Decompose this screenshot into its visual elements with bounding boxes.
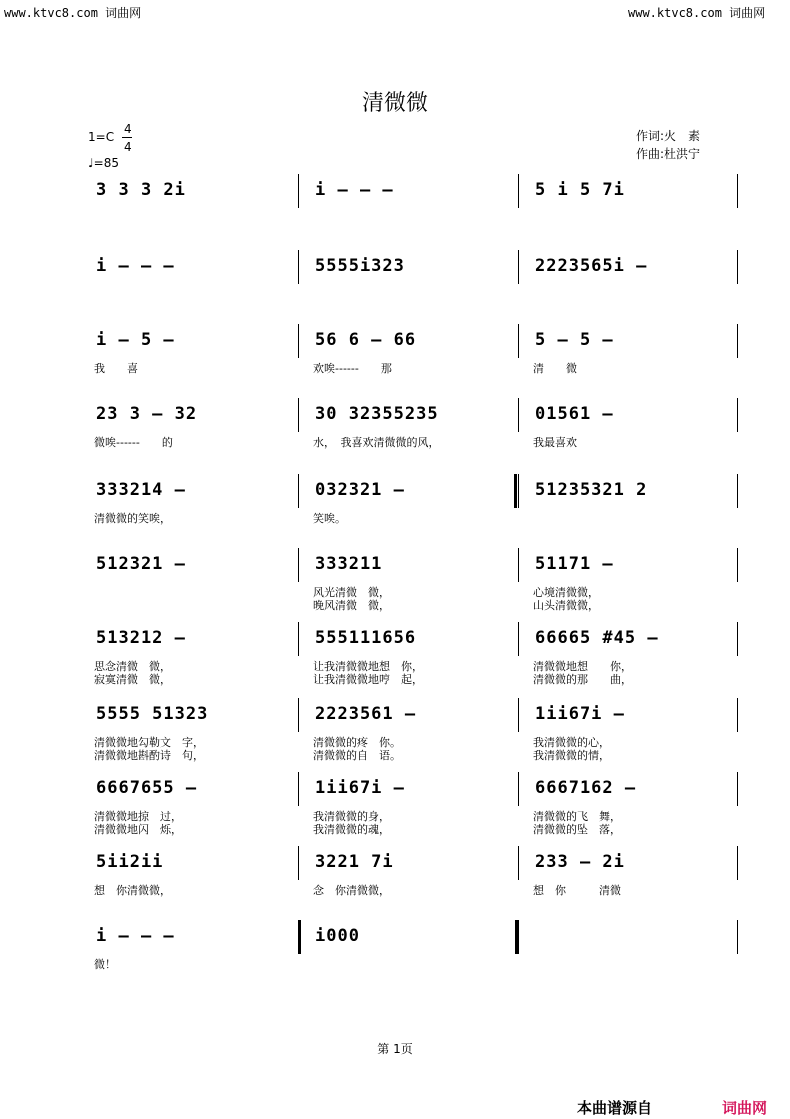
- measure-notes: 032321 –: [315, 480, 405, 500]
- lyric-line: 念 你清微微，: [313, 884, 390, 897]
- measure-notes: 66665 #45 –: [535, 628, 659, 648]
- lyric-line: 水， 我喜欢清微微的风，: [313, 436, 440, 449]
- barline: [737, 622, 738, 656]
- barline: [518, 324, 519, 358]
- measure-notes: i – 5 –: [96, 330, 175, 350]
- barline: [298, 174, 299, 208]
- measure-notes: 1ii67i –: [315, 778, 405, 798]
- lyric-line: 清微微地想 你， 清微微的那 曲，: [533, 660, 632, 686]
- measure-notes: 555111656: [315, 628, 417, 648]
- lyric-line: 我清微微的身， 我清微微的魂，: [313, 810, 390, 836]
- lyric-line: 清微微的疼 你。 清微微的自 语。: [313, 736, 401, 762]
- barline: [298, 474, 299, 508]
- lyric-line: 风光清微 微， 晚风清微 微，: [313, 586, 390, 612]
- measure-notes: 333214 –: [96, 480, 186, 500]
- barline: [518, 548, 519, 582]
- barline: [737, 250, 738, 284]
- barline: [298, 698, 299, 732]
- lyric-line: 想 你 清微: [533, 884, 621, 897]
- barline: [518, 846, 519, 880]
- lyric-line: 我 喜: [94, 362, 138, 375]
- measure-notes: 2223565i –: [535, 256, 648, 276]
- measure-notes: 3 3 3 2i: [96, 180, 186, 200]
- key-signature: 1=C: [88, 130, 115, 144]
- measure-notes: 5555i323: [315, 256, 405, 276]
- source-note: 本曲谱源自: [577, 1099, 653, 1117]
- lyric-line: 我清微微的心， 我清微微的情，: [533, 736, 610, 762]
- lyric-line: 清微微地掠 过， 清微微地闪 烁，: [94, 810, 182, 836]
- site-url-right[interactable]: www.ktvc8.com 词曲网: [628, 6, 766, 20]
- barline: [518, 698, 519, 732]
- measure-notes: 512321 –: [96, 554, 186, 574]
- barline: [298, 250, 299, 284]
- lyric-line: 微！: [94, 958, 116, 971]
- barline: [737, 920, 738, 954]
- lyric-line: 欢唉------ 那: [313, 362, 392, 375]
- measure-notes: 333211: [315, 554, 383, 574]
- barline: [737, 772, 738, 806]
- repeat-end-bar: [298, 920, 301, 954]
- barline: [737, 474, 738, 508]
- measure-notes: 51171 –: [535, 554, 614, 574]
- measure-notes: 6667655 –: [96, 778, 198, 798]
- barline: [298, 622, 299, 656]
- measure-notes: 5555 51323: [96, 704, 209, 724]
- measure-notes: 233 – 2i: [535, 852, 625, 872]
- meter-line: [122, 137, 132, 138]
- lyric-line: 清微微的笑唉，: [94, 512, 171, 525]
- barline: [518, 250, 519, 284]
- barline: [518, 474, 519, 508]
- barline: [298, 772, 299, 806]
- measure-notes: 5 i 5 7i: [535, 180, 625, 200]
- measure-notes: 5ii2ii: [96, 852, 164, 872]
- song-title: 清微微: [361, 91, 428, 116]
- barline: [298, 398, 299, 432]
- lyric-line: 思念清微 微， 寂寞清微 微，: [94, 660, 171, 686]
- measure-notes: 513212 –: [96, 628, 186, 648]
- barline: [518, 398, 519, 432]
- lyric-line: 心境清微微， 山头清微微，: [533, 586, 599, 612]
- barline: [298, 846, 299, 880]
- measure-notes: i000: [315, 926, 360, 946]
- measure-notes: 01561 –: [535, 404, 614, 424]
- repeat-start-bar: [514, 474, 517, 508]
- measure-notes: 51235321 2: [535, 480, 648, 500]
- measure-notes: 6667162 –: [535, 778, 637, 798]
- barline: [737, 324, 738, 358]
- measure-notes: 2223561 –: [315, 704, 417, 724]
- lyric-line: 清微微的飞 舞， 清微微的坠 落，: [533, 810, 621, 836]
- measure-notes: i – – –: [96, 256, 175, 276]
- measure-notes: i – – –: [96, 926, 175, 946]
- barline: [737, 398, 738, 432]
- barline: [518, 772, 519, 806]
- tempo-mark: ♩=85: [88, 156, 119, 170]
- page-number: 第 1页: [377, 1042, 413, 1056]
- barline: [298, 324, 299, 358]
- barline: [518, 920, 519, 954]
- barline: [737, 174, 738, 208]
- measure-notes: i – – –: [315, 180, 394, 200]
- barline: [298, 548, 299, 582]
- site-url-left[interactable]: www.ktvc8.com 词曲网: [4, 6, 142, 20]
- measure-notes: 5 – 5 –: [535, 330, 614, 350]
- lyric-line: 清 微: [533, 362, 577, 375]
- barline: [737, 548, 738, 582]
- measure-notes: 3221 7i: [315, 852, 394, 872]
- composer: 作曲:杜洪宁: [636, 147, 701, 161]
- measure-notes: 1ii67i –: [535, 704, 625, 724]
- meter-top: 4: [124, 122, 132, 136]
- source-site[interactable]: 词曲网: [722, 1099, 768, 1117]
- meter-bottom: 4: [124, 140, 132, 154]
- lyric-line: 我最喜欢: [533, 436, 577, 449]
- lyric-line: 让我清微微地想 你， 让我清微微地哼 起，: [313, 660, 423, 686]
- lyric-line: 笑唉。: [313, 512, 346, 525]
- barline: [737, 846, 738, 880]
- measure-notes: 30 32355235: [315, 404, 439, 424]
- lyric-line: 微唉------ 的: [94, 436, 173, 449]
- lyric-line: 清微微地勾勒文 字， 清微微地斟酌诗 句，: [94, 736, 204, 762]
- lyricist: 作词:火 素: [636, 129, 701, 143]
- final-bar: [515, 920, 518, 954]
- barline: [737, 698, 738, 732]
- measure-notes: 56 6 – 66: [315, 330, 417, 350]
- barline: [518, 174, 519, 208]
- barline: [518, 622, 519, 656]
- lyric-line: 想 你清微微，: [94, 884, 171, 897]
- measure-notes: 23 3 – 32: [96, 404, 198, 424]
